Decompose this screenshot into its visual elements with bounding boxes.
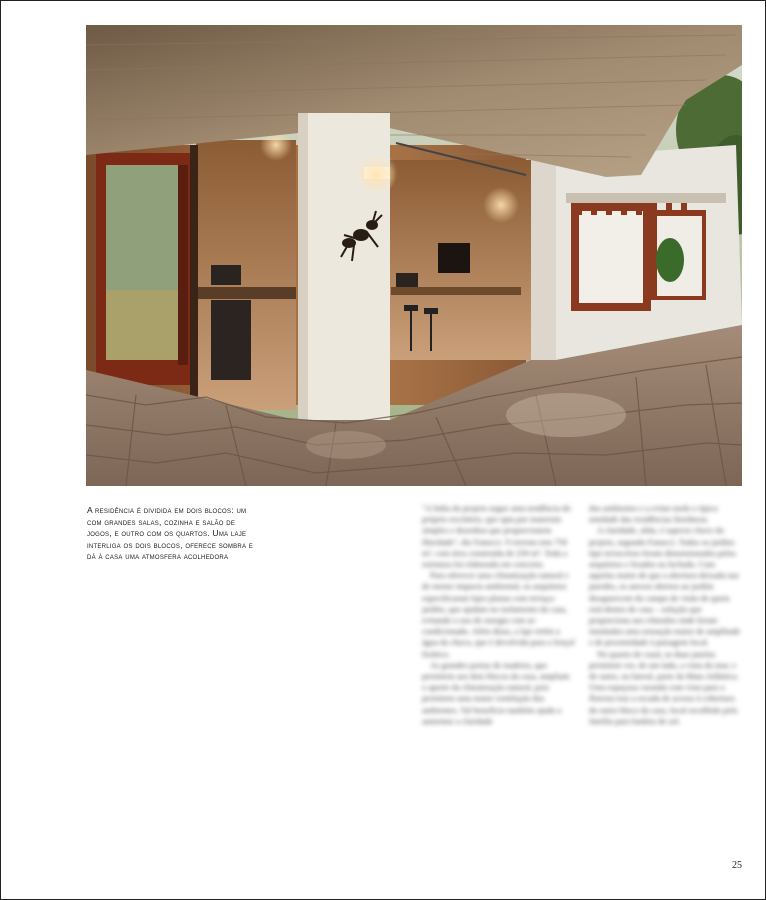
paragraph: A claridade, aliás, é aspecto chave do projeto, segundo Fanucci. Todos os jardins tipo terraceiros foram dimensionados pelos arquitetos e fixados na fachada. Com aquelas maior de que a abertura deixada nas paredes, os anexos abertos ao jardim desaparecem do campo de visão de quem está dentro de casa – solução que proporciona aos cômodos onde foram instalados uma sensação maior de amplitude e de proximidade à paisagem local. (589, 525, 741, 648)
body-text-column-1 (422, 503, 575, 727)
paragraph: Para oferecer uma climatização natural e de menor impacto ambiental, os arquitetos especificaram lajes planas com terraço-jardim, que ajudam no isolamento da casa, evitando o uso de energia com ar-condicionado. Além disso, a laje retém a água da chuva, que é devolvida para o lençol freático. (422, 570, 575, 659)
photo-caption: A residência é dividida em dois blocos: um com grandes salas, cozinha e salão de jogos, e outro com os quartos. Uma laje interliga os dois blocos, oferece sombra e dá à casa uma atmosfera acolhedora (87, 505, 254, 561)
paragraph: As grandes portas de madeira, que permitem aos dois blocos da casa, ampliam o aporte da climatização natural, pois permitem uma maior ventilação dos ambientes. Tal benefício também ajuda a aumentar a claridade (422, 659, 570, 726)
paragraph: dos ambientes e a evitar mofo e típica umidade das residências litorâneas. (589, 503, 718, 525)
house-photo (86, 25, 742, 486)
paragraph: "A linha do projeto segue uma tendência do próprio escritório, que opta por materiais simples e desenhos que proporcionem liberdade", diz Fanucci. O terreno tem 750 m², com área construída de 250 m². Toda a estrutura foi elaborada em concreto. (422, 503, 571, 570)
paragraph: No quarto de casal, as duas janelas permitem ver, de um lado, a vista do mar, e de outro, na lateral, parte da Mata Atlântica. Uma espaçosa varanda com vista para a floresta traz a escada de acesso à cobertura do outro bloco da casa, local escolhido pela família para banhos de sol. (589, 648, 739, 726)
page-number: 25 (732, 860, 742, 871)
body-text-column-2 (589, 503, 742, 727)
